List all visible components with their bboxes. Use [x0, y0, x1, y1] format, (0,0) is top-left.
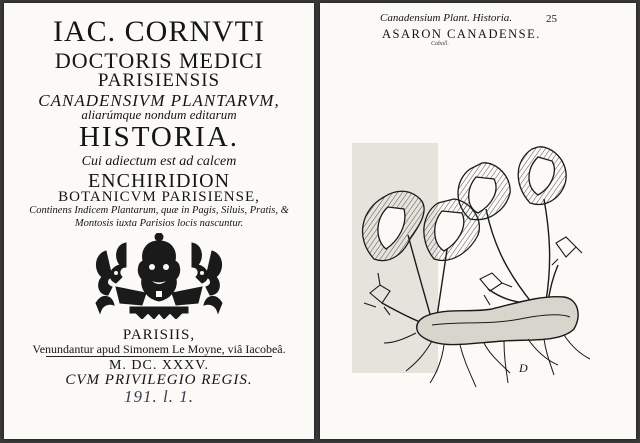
imprint-city: PARISIIS, [122, 327, 196, 343]
contents-line-2: Montosis iuxta Parisios locis nascuntur. [74, 218, 244, 229]
enchiridion-line: ENCHIRIDION [87, 170, 231, 192]
page-number: 25 [546, 13, 557, 25]
botanicum-line: BOTANICVM PARISIENSE, [58, 189, 260, 205]
subject-line: CANADENSIVM PLANTARVM, [38, 91, 280, 110]
degree-line: DOCTORIS MEDICI [54, 48, 264, 73]
contents-line-1: Continens Indicem Plantarum, quæ in Pagis, Siluis, Pratis, & [29, 205, 289, 216]
author-line: IAC. CORNVTI [53, 15, 265, 48]
appendix-intro: Cui adiectum est ad calcem [81, 154, 237, 169]
main-title: HISTORIA. [78, 121, 240, 153]
handwritten-shelfmark: 191. l. 1. [124, 387, 194, 406]
city-line: PARISIENSIS [97, 70, 221, 91]
asarum-plant-icon [320, 3, 636, 439]
printers-ornament-icon [86, 233, 232, 319]
royal-privilege: CVM PRIVILEGIO REGIS. [65, 372, 253, 388]
running-head: Canadensium Plant. Historia. [380, 12, 513, 24]
imprint-year: M. DC. XXXV. [108, 358, 210, 373]
figure-letter: D [519, 361, 528, 375]
imprint-printer: Venundantur apud Simonem Le Moyne, viâ Iacobeâ. [32, 342, 286, 356]
plate-page [320, 3, 636, 439]
plate-title: ASARON CANADENSE. [382, 27, 541, 41]
subject-sub-line: aliarúmque nondum editarum [81, 107, 237, 122]
title-page [4, 3, 314, 439]
imprint-divider [46, 356, 272, 357]
plate-note: Caball. [431, 41, 449, 47]
